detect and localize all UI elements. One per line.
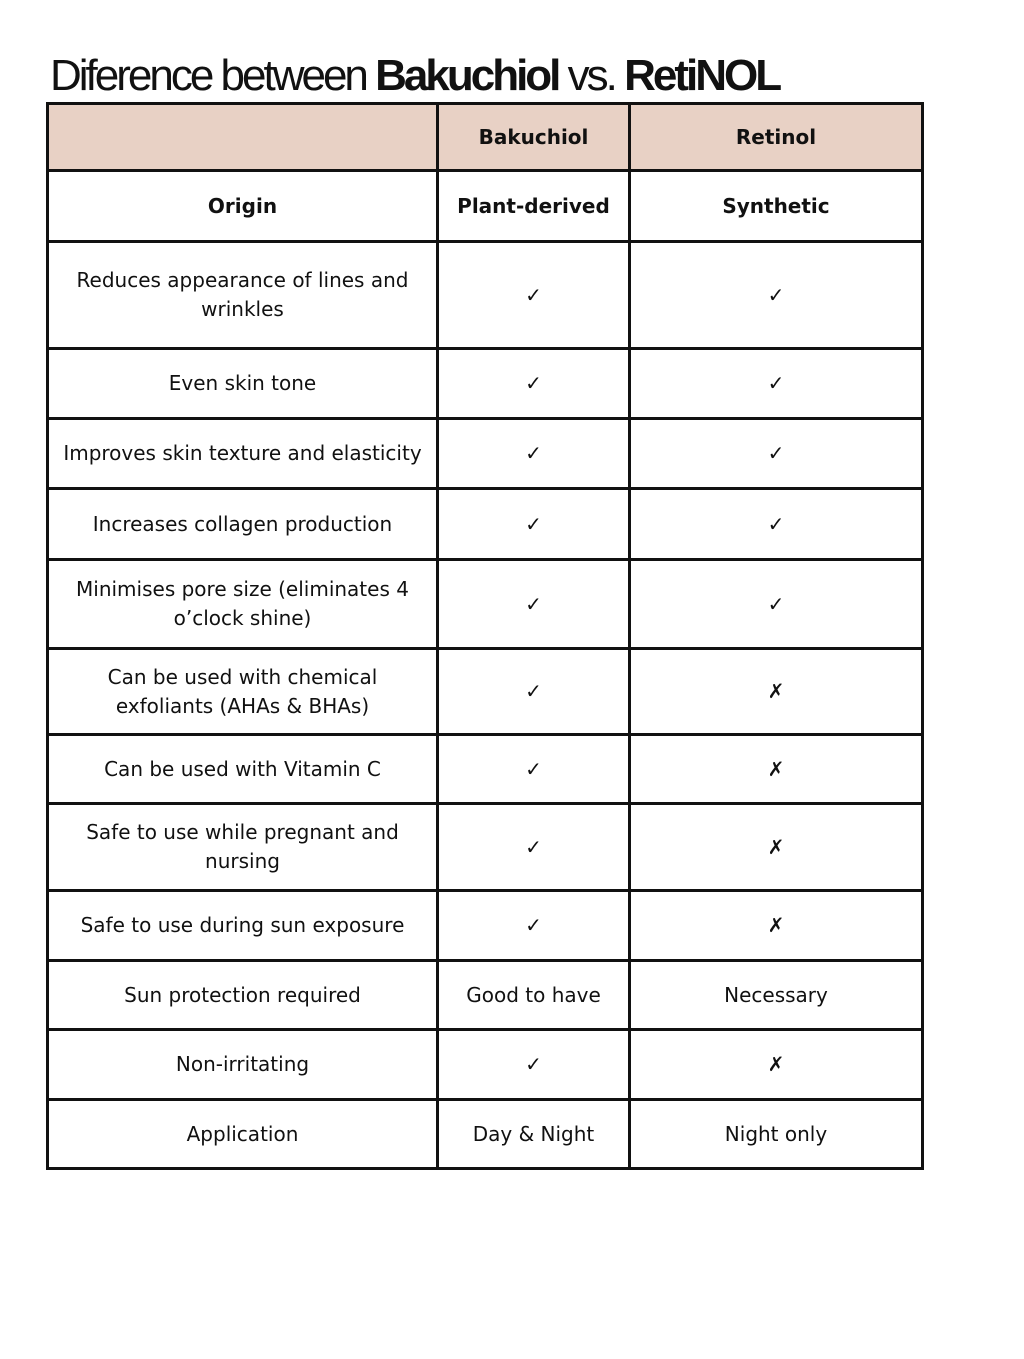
table-row bbox=[48, 349, 923, 419]
feature-cell: Minimises pore size (eliminates 4 o’clock shine) bbox=[48, 560, 438, 649]
table-row bbox=[48, 419, 923, 489]
feature-cell: Sun protection required bbox=[48, 961, 438, 1030]
feature-cell: Reduces appearance of lines and wrinkles bbox=[48, 242, 438, 349]
feature-cell: Even skin tone bbox=[48, 349, 438, 419]
feature-cell: Safe to use during sun exposure bbox=[48, 891, 438, 961]
retinol-cross-icon: ✗ bbox=[630, 891, 923, 961]
origin-retinol: Synthetic bbox=[630, 171, 923, 242]
title-vs: vs. bbox=[558, 51, 625, 100]
bakuchiol-check-icon: ✓ bbox=[438, 804, 630, 891]
retinol-check-icon: ✓ bbox=[630, 419, 923, 489]
title-bakuchiol: Bakuchiol bbox=[375, 51, 559, 100]
feature-cell: Can be used with chemical exfoliants (AHAs & BHAs) bbox=[48, 649, 438, 735]
bakuchiol-check-icon: ✓ bbox=[438, 649, 630, 735]
bakuchiol-check-icon: ✓ bbox=[438, 242, 630, 349]
header-retinol: Retinol bbox=[630, 104, 923, 171]
table-row bbox=[48, 1030, 923, 1100]
retinol-cross-icon: ✗ bbox=[630, 649, 923, 735]
feature-cell: Improves skin texture and elasticity bbox=[48, 419, 438, 489]
origin-bakuchiol: Plant-derived bbox=[438, 171, 630, 242]
retinol-value: Night only bbox=[630, 1100, 923, 1169]
table-row bbox=[48, 1100, 923, 1169]
bakuchiol-check-icon: ✓ bbox=[438, 489, 630, 560]
bakuchiol-check-icon: ✓ bbox=[438, 735, 630, 804]
table-row bbox=[48, 649, 923, 735]
feature-cell: Increases collagen production bbox=[48, 489, 438, 560]
table-row bbox=[48, 560, 923, 649]
retinol-cross-icon: ✗ bbox=[630, 804, 923, 891]
feature-cell: Safe to use while pregnant and nursing bbox=[48, 804, 438, 891]
retinol-check-icon: ✓ bbox=[630, 242, 923, 349]
bakuchiol-check-icon: ✓ bbox=[438, 349, 630, 419]
bakuchiol-check-icon: ✓ bbox=[438, 560, 630, 649]
table-row bbox=[48, 242, 923, 349]
title-prefix: Diference between bbox=[50, 51, 376, 100]
page-title bbox=[50, 48, 779, 104]
retinol-cross-icon: ✗ bbox=[630, 735, 923, 804]
retinol-check-icon: ✓ bbox=[630, 349, 923, 419]
bakuchiol-value: Good to have bbox=[438, 961, 630, 1030]
feature-cell: Can be used with Vitamin C bbox=[48, 735, 438, 804]
retinol-cross-icon: ✗ bbox=[630, 1030, 923, 1100]
feature-cell: Non-irritating bbox=[48, 1030, 438, 1100]
table-row-origin bbox=[48, 171, 923, 242]
header-feature-cell bbox=[48, 104, 438, 171]
table-row bbox=[48, 735, 923, 804]
bakuchiol-check-icon: ✓ bbox=[438, 1030, 630, 1100]
table-header-row bbox=[48, 104, 923, 171]
table-row bbox=[48, 961, 923, 1030]
retinol-check-icon: ✓ bbox=[630, 489, 923, 560]
bakuchiol-check-icon: ✓ bbox=[438, 891, 630, 961]
table-row bbox=[48, 891, 923, 961]
retinol-check-icon: ✓ bbox=[630, 560, 923, 649]
bakuchiol-value: Day & Night bbox=[438, 1100, 630, 1169]
bakuchiol-check-icon: ✓ bbox=[438, 419, 630, 489]
title-retinol: RetiNOL bbox=[624, 51, 780, 100]
table-row bbox=[48, 804, 923, 891]
header-bakuchiol: Bakuchiol bbox=[438, 104, 630, 171]
table-row bbox=[48, 489, 923, 560]
retinol-value: Necessary bbox=[630, 961, 923, 1030]
origin-label: Origin bbox=[48, 171, 438, 242]
feature-cell: Application bbox=[48, 1100, 438, 1169]
comparison-table bbox=[46, 102, 924, 1170]
